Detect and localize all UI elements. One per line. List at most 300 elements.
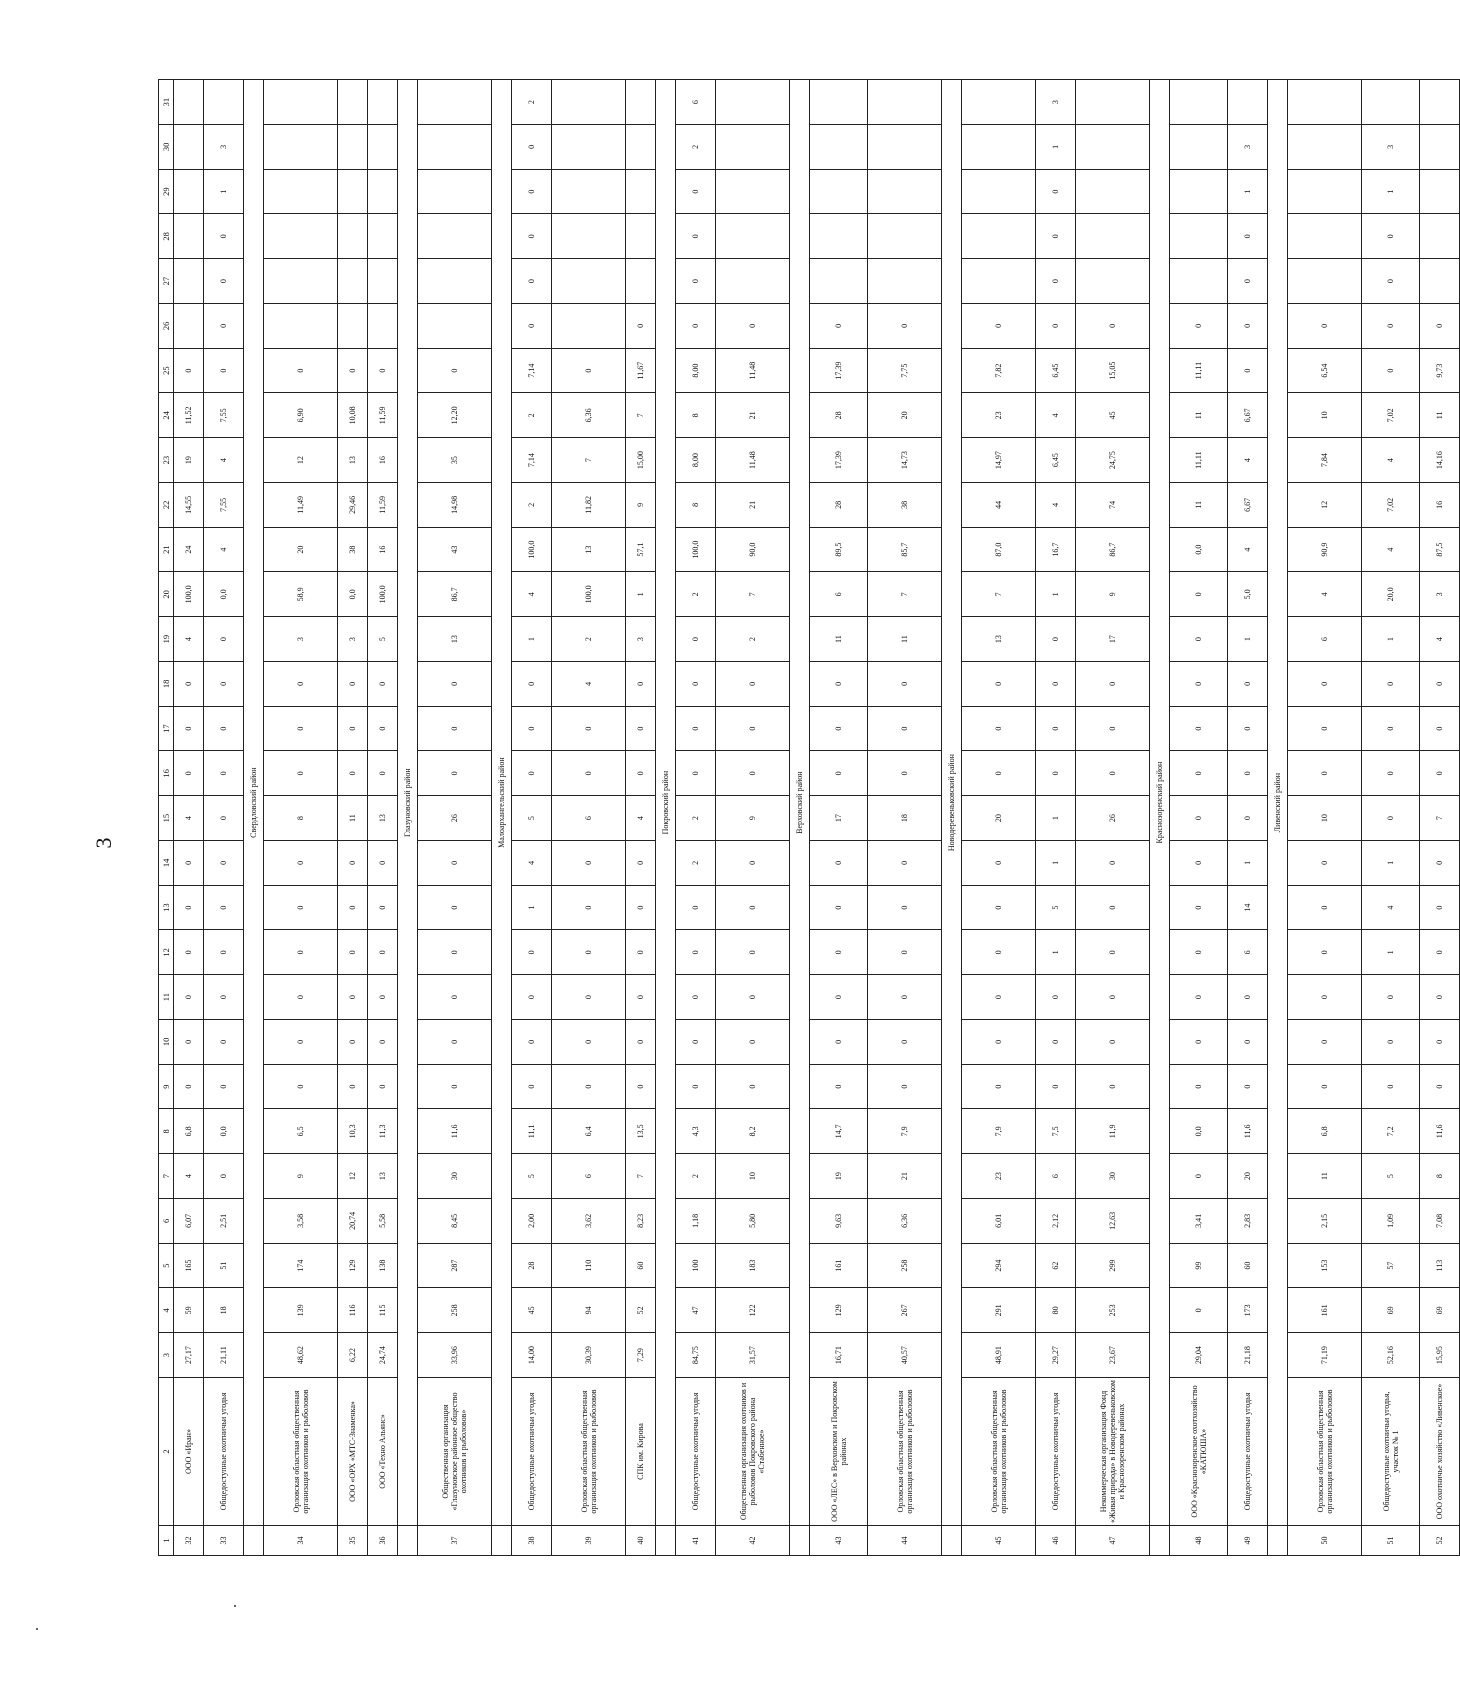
column-number: 20 (159, 572, 174, 617)
value-cell: 153 (1288, 1243, 1362, 1288)
section-row (942, 80, 962, 1556)
value-cell (264, 304, 338, 349)
value-cell: 0 (626, 1064, 656, 1109)
value-cell: 14,73 (868, 438, 942, 483)
hunting-ground-name-cell: ООО охотничье хозяйство «Ливенское» (1420, 1378, 1460, 1526)
value-cell: 21,11 (204, 1333, 244, 1378)
value-cell: 16 (368, 527, 398, 572)
value-cell: 0 (1420, 885, 1460, 930)
value-cell (810, 259, 868, 304)
value-cell: 10,3 (338, 1109, 368, 1154)
value-cell: 7,14 (512, 438, 552, 483)
value-cell: 1 (1362, 930, 1420, 975)
value-cell: 5 (1036, 885, 1076, 930)
district-name: Малоархангельский район (497, 757, 506, 848)
value-cell: 6 (1288, 617, 1362, 662)
column-number: 22 (159, 483, 174, 528)
value-cell: 0 (418, 348, 492, 393)
value-cell: 11 (338, 796, 368, 841)
value-cell: 0 (676, 259, 716, 304)
value-cell: 0 (1288, 751, 1362, 796)
value-cell: 23 (962, 393, 1036, 438)
value-cell: 0 (1288, 706, 1362, 751)
value-cell: 253 (1076, 1288, 1150, 1333)
value-cell: 0 (552, 751, 626, 796)
value-cell: 24,74 (368, 1333, 398, 1378)
table-row (418, 80, 492, 1556)
value-cell: 0 (1420, 304, 1460, 349)
value-cell: 0 (676, 1020, 716, 1065)
value-cell: 0 (1288, 975, 1362, 1020)
row-number-cell (942, 1526, 962, 1556)
hunting-ground-name-cell: Общественная организация «Глазуновское районное общество охотников и рыболовов» (418, 1378, 492, 1526)
value-cell: 0 (204, 304, 244, 349)
value-cell: 0 (1362, 751, 1420, 796)
value-cell: 3 (1420, 572, 1460, 617)
value-cell: 4,3 (676, 1109, 716, 1154)
value-cell: 0 (204, 796, 244, 841)
district-section-cell (656, 80, 676, 1526)
value-cell: 13 (368, 1154, 398, 1199)
value-cell: 0 (418, 751, 492, 796)
value-cell: 1 (1036, 572, 1076, 617)
value-cell (368, 80, 398, 125)
value-cell (1076, 169, 1150, 214)
value-cell: 19 (174, 438, 204, 483)
value-cell (1420, 169, 1460, 214)
value-cell: 9,73 (1420, 348, 1460, 393)
value-cell: 13 (962, 617, 1036, 662)
value-cell: 2 (676, 796, 716, 841)
value-cell (368, 304, 398, 349)
value-cell: 5 (512, 796, 552, 841)
section-row (492, 80, 512, 1556)
row-number-cell: 33 (204, 1526, 244, 1556)
value-cell: 0 (962, 841, 1036, 886)
value-cell: 14,55 (174, 483, 204, 528)
value-cell: 100,0 (552, 572, 626, 617)
value-cell: 0 (962, 1020, 1036, 1065)
hunting-ground-name-cell: Общедоступные охотничьи угодья, участок № 1 (1362, 1378, 1420, 1526)
table-row (1362, 80, 1420, 1556)
value-cell: 6,67 (1228, 393, 1268, 438)
value-cell: 4 (1288, 572, 1362, 617)
value-cell: 3 (204, 125, 244, 170)
value-cell: 0 (962, 975, 1036, 1020)
value-cell: 33,96 (418, 1333, 492, 1378)
value-cell: 18 (204, 1288, 244, 1333)
value-cell (552, 259, 626, 304)
value-cell: 0 (552, 348, 626, 393)
value-cell: 0 (1288, 304, 1362, 349)
value-cell: 4 (552, 662, 626, 707)
column-number: 7 (159, 1154, 174, 1199)
value-cell: 110 (552, 1243, 626, 1288)
value-cell: 12,63 (1076, 1199, 1150, 1244)
value-cell: 6,07 (174, 1199, 204, 1244)
value-cell: 0 (552, 841, 626, 886)
value-cell: 165 (174, 1243, 204, 1288)
value-cell: 100,0 (676, 527, 716, 572)
value-cell: 38 (868, 483, 942, 528)
value-cell: 0 (676, 304, 716, 349)
value-cell: 14,98 (418, 483, 492, 528)
value-cell (418, 169, 492, 214)
value-cell: 60 (1228, 1243, 1268, 1288)
district-section-cell (244, 80, 264, 1526)
row-number-cell: 44 (868, 1526, 942, 1556)
column-number: 1 (159, 1526, 174, 1556)
value-cell (1170, 80, 1228, 125)
value-cell (868, 125, 942, 170)
value-cell: 14,97 (962, 438, 1036, 483)
value-cell: 20 (1228, 1154, 1268, 1199)
value-cell: 3 (338, 617, 368, 662)
value-cell: 0,0 (204, 1109, 244, 1154)
hunting-ground-name-cell: Орловская областная общественная организация охотников и рыболовов (962, 1378, 1036, 1526)
hunting-ground-name-cell: СПК им. Кирова (626, 1378, 656, 1526)
value-cell: 3,58 (264, 1199, 338, 1244)
value-cell: 57 (1362, 1243, 1420, 1288)
value-cell: 0 (1170, 1288, 1228, 1333)
value-cell: 4 (174, 617, 204, 662)
value-cell: 0 (204, 1064, 244, 1109)
value-cell: 139 (264, 1288, 338, 1333)
value-cell: 7,5 (1036, 1109, 1076, 1154)
value-cell: 0 (204, 617, 244, 662)
value-cell: 1 (1036, 841, 1076, 886)
value-cell: 0 (810, 975, 868, 1020)
value-cell: 86,7 (1076, 527, 1150, 572)
value-cell: 0 (626, 930, 656, 975)
value-cell: 20 (868, 393, 942, 438)
value-cell: 0 (716, 304, 790, 349)
value-cell: 0 (1228, 348, 1268, 393)
value-cell: 12 (1288, 483, 1362, 528)
value-cell: 26 (1076, 796, 1150, 841)
value-cell: 0 (1420, 975, 1460, 1020)
value-cell: 0 (810, 706, 868, 751)
value-cell: 0 (676, 930, 716, 975)
value-cell: 8 (264, 796, 338, 841)
value-cell: 0 (1036, 1064, 1076, 1109)
value-cell: 0 (1170, 841, 1228, 886)
value-cell: 0 (676, 617, 716, 662)
value-cell (418, 259, 492, 304)
value-cell: 14,00 (512, 1333, 552, 1378)
value-cell: 74 (1076, 483, 1150, 528)
value-cell (552, 80, 626, 125)
district-name: Глазуновский район (403, 768, 412, 837)
hunting-ground-name-cell: ООО «Техно Альянс» (368, 1378, 398, 1526)
value-cell: 7,2 (1362, 1109, 1420, 1154)
value-cell: 0 (368, 662, 398, 707)
value-cell: 31,57 (716, 1333, 790, 1378)
value-cell: 0 (1076, 841, 1150, 886)
value-cell: 5 (512, 1154, 552, 1199)
value-cell: 0 (338, 975, 368, 1020)
value-cell: 0 (1076, 1020, 1150, 1065)
value-cell: 15,05 (1076, 348, 1150, 393)
value-cell: 0 (810, 841, 868, 886)
value-cell: 100,0 (174, 572, 204, 617)
value-cell (368, 259, 398, 304)
row-number-cell: 45 (962, 1526, 1036, 1556)
value-cell: 0 (512, 751, 552, 796)
value-cell: 0 (1362, 348, 1420, 393)
value-cell: 1 (1036, 125, 1076, 170)
value-cell: 0 (512, 930, 552, 975)
value-cell: 84,75 (676, 1333, 716, 1378)
value-cell (1170, 169, 1228, 214)
value-cell: 0 (264, 841, 338, 886)
value-cell: 16 (1420, 483, 1460, 528)
value-cell (338, 259, 368, 304)
value-cell: 0 (1362, 975, 1420, 1020)
row-number-cell (398, 1526, 418, 1556)
value-cell: 0 (1170, 885, 1228, 930)
value-cell (368, 125, 398, 170)
value-cell: 0 (1036, 259, 1076, 304)
value-cell: 85,7 (868, 527, 942, 572)
value-cell: 0 (1228, 214, 1268, 259)
value-cell (338, 169, 368, 214)
value-cell: 11,6 (1420, 1109, 1460, 1154)
value-cell: 0 (676, 885, 716, 930)
value-cell (418, 304, 492, 349)
value-cell: 0 (1288, 662, 1362, 707)
value-cell: 0 (1076, 751, 1150, 796)
value-cell: 0 (1170, 975, 1228, 1020)
value-cell: 20 (264, 527, 338, 572)
table-row (716, 80, 790, 1556)
value-cell: 0 (204, 706, 244, 751)
value-cell: 4 (174, 796, 204, 841)
value-cell: 87,0 (962, 527, 1036, 572)
value-cell: 0 (264, 930, 338, 975)
value-cell: 6,4 (552, 1109, 626, 1154)
hunting-ground-name-cell: ООО «ЛЕС» в Верховском и Покровском районах (810, 1378, 868, 1526)
value-cell: 1 (1362, 617, 1420, 662)
column-number: 9 (159, 1064, 174, 1109)
column-number: 21 (159, 527, 174, 572)
value-cell: 13,5 (626, 1109, 656, 1154)
value-cell (1288, 259, 1362, 304)
value-cell: 7,9 (868, 1109, 942, 1154)
district-name: Покровский район (661, 770, 670, 835)
value-cell: 0 (1170, 304, 1228, 349)
district-name: Верховский район (795, 771, 804, 834)
value-cell: 7 (552, 438, 626, 483)
value-cell: 0 (338, 662, 368, 707)
value-cell: 0 (204, 751, 244, 796)
value-cell: 0 (868, 662, 942, 707)
value-cell (868, 169, 942, 214)
section-row (790, 80, 810, 1556)
value-cell: 0 (204, 214, 244, 259)
value-cell: 0 (1228, 706, 1268, 751)
value-cell: 0 (810, 1020, 868, 1065)
value-cell: 0 (368, 975, 398, 1020)
value-cell: 87,5 (1420, 527, 1460, 572)
value-cell (264, 214, 338, 259)
value-cell: 0 (716, 1020, 790, 1065)
value-cell: 161 (810, 1243, 868, 1288)
table-row (264, 80, 338, 1556)
value-cell: 0 (418, 706, 492, 751)
value-cell: 0 (810, 930, 868, 975)
value-cell: 0 (264, 1064, 338, 1109)
value-cell: 0 (1288, 930, 1362, 975)
row-number-cell: 43 (810, 1526, 868, 1556)
value-cell: 17,39 (810, 348, 868, 393)
column-number: 11 (159, 975, 174, 1020)
value-cell: 0 (1288, 841, 1362, 886)
row-number-cell: 36 (368, 1526, 398, 1556)
table-sheet (158, 80, 1444, 1556)
column-number: 3 (159, 1333, 174, 1378)
value-cell: 0 (676, 706, 716, 751)
value-cell: 4 (204, 438, 244, 483)
value-cell: 7 (626, 393, 656, 438)
value-cell: 113 (1420, 1243, 1460, 1288)
value-cell: 4 (512, 572, 552, 617)
value-cell: 17 (1076, 617, 1150, 662)
value-cell: 3,62 (552, 1199, 626, 1244)
value-cell: 0 (1288, 1020, 1362, 1065)
value-cell (1288, 169, 1362, 214)
value-cell: 0 (174, 841, 204, 886)
table-row (1228, 80, 1268, 1556)
value-cell: 13 (552, 527, 626, 572)
value-cell: 7,02 (1362, 393, 1420, 438)
value-cell: 21 (716, 483, 790, 528)
value-cell: 0 (1036, 662, 1076, 707)
hunting-ground-name-cell: ООО «ОРХ «МТС-Знаменка» (338, 1378, 368, 1526)
value-cell: 99 (1170, 1243, 1228, 1288)
value-cell: 60 (626, 1243, 656, 1288)
value-cell: 3 (1228, 125, 1268, 170)
value-cell (1228, 80, 1268, 125)
column-number: 18 (159, 662, 174, 707)
value-cell (716, 259, 790, 304)
value-cell: 12 (264, 438, 338, 483)
value-cell: 0 (512, 125, 552, 170)
value-cell: 2 (512, 393, 552, 438)
value-cell: 6 (1228, 930, 1268, 975)
value-cell: 6,45 (1036, 438, 1076, 483)
value-cell: 0 (512, 1064, 552, 1109)
value-cell: 48,91 (962, 1333, 1036, 1378)
column-number: 10 (159, 1020, 174, 1065)
value-cell: 4 (1362, 885, 1420, 930)
value-cell: 299 (1076, 1243, 1150, 1288)
value-cell: 8 (676, 393, 716, 438)
column-number: 26 (159, 304, 174, 349)
value-cell: 0 (338, 841, 368, 886)
value-cell: 0 (868, 706, 942, 751)
row-number-cell: 32 (174, 1526, 204, 1556)
value-cell: 0 (1170, 706, 1228, 751)
value-cell: 0 (338, 706, 368, 751)
value-cell: 6 (810, 572, 868, 617)
value-cell: 0 (1036, 169, 1076, 214)
value-cell: 0 (1420, 1020, 1460, 1065)
value-cell: 0 (1362, 214, 1420, 259)
value-cell: 0 (552, 1020, 626, 1065)
value-cell: 6,01 (962, 1199, 1036, 1244)
value-cell: 11 (1170, 393, 1228, 438)
value-cell: 0 (1076, 885, 1150, 930)
value-cell: 29,04 (1170, 1333, 1228, 1378)
value-cell: 7 (716, 572, 790, 617)
column-number: 19 (159, 617, 174, 662)
value-cell: 4 (1362, 438, 1420, 483)
value-cell: 47 (676, 1288, 716, 1333)
value-cell: 287 (418, 1243, 492, 1288)
value-cell (264, 80, 338, 125)
value-cell: 0 (868, 304, 942, 349)
value-cell: 6 (552, 1154, 626, 1199)
value-cell: 0 (204, 1020, 244, 1065)
value-cell: 4 (1420, 617, 1460, 662)
value-cell: 15,00 (626, 438, 656, 483)
value-cell: 0 (204, 885, 244, 930)
value-cell: 0 (174, 348, 204, 393)
value-cell: 0 (264, 706, 338, 751)
value-cell: 11,9 (1076, 1109, 1150, 1154)
value-cell: 0 (1228, 751, 1268, 796)
value-cell: 0 (512, 214, 552, 259)
value-cell (174, 259, 204, 304)
value-cell: 0 (512, 706, 552, 751)
value-cell: 7 (1420, 796, 1460, 841)
section-row (244, 80, 264, 1556)
value-cell: 0 (418, 1020, 492, 1065)
value-cell: 0 (626, 885, 656, 930)
value-cell: 129 (810, 1288, 868, 1333)
value-cell: 0 (676, 662, 716, 707)
value-cell: 6 (1036, 1154, 1076, 1199)
value-cell: 0 (1170, 930, 1228, 975)
table-row (552, 80, 626, 1556)
column-number: 29 (159, 169, 174, 214)
column-number: 24 (159, 393, 174, 438)
value-cell: 5 (368, 617, 398, 662)
column-number: 12 (159, 930, 174, 975)
value-cell: 0 (368, 885, 398, 930)
value-cell (810, 125, 868, 170)
value-cell: 2,12 (1036, 1199, 1076, 1244)
value-cell (626, 125, 656, 170)
value-cell: 0 (1036, 975, 1076, 1020)
hunting-ground-name-cell: Орловская областная общественная организация охотников и рыболовов (264, 1378, 338, 1526)
value-cell: 0 (368, 841, 398, 886)
value-cell: 0 (552, 885, 626, 930)
value-cell: 0 (1288, 1064, 1362, 1109)
value-cell: 0 (204, 841, 244, 886)
value-cell: 0 (1170, 751, 1228, 796)
value-cell: 0 (1228, 259, 1268, 304)
value-cell: 0 (962, 662, 1036, 707)
value-cell (810, 214, 868, 259)
value-cell (418, 80, 492, 125)
value-cell: 11,59 (368, 393, 398, 438)
value-cell: 90,9 (1288, 527, 1362, 572)
value-cell: 0 (552, 1064, 626, 1109)
value-cell: 0 (1228, 1064, 1268, 1109)
value-cell: 0 (1170, 1020, 1228, 1065)
